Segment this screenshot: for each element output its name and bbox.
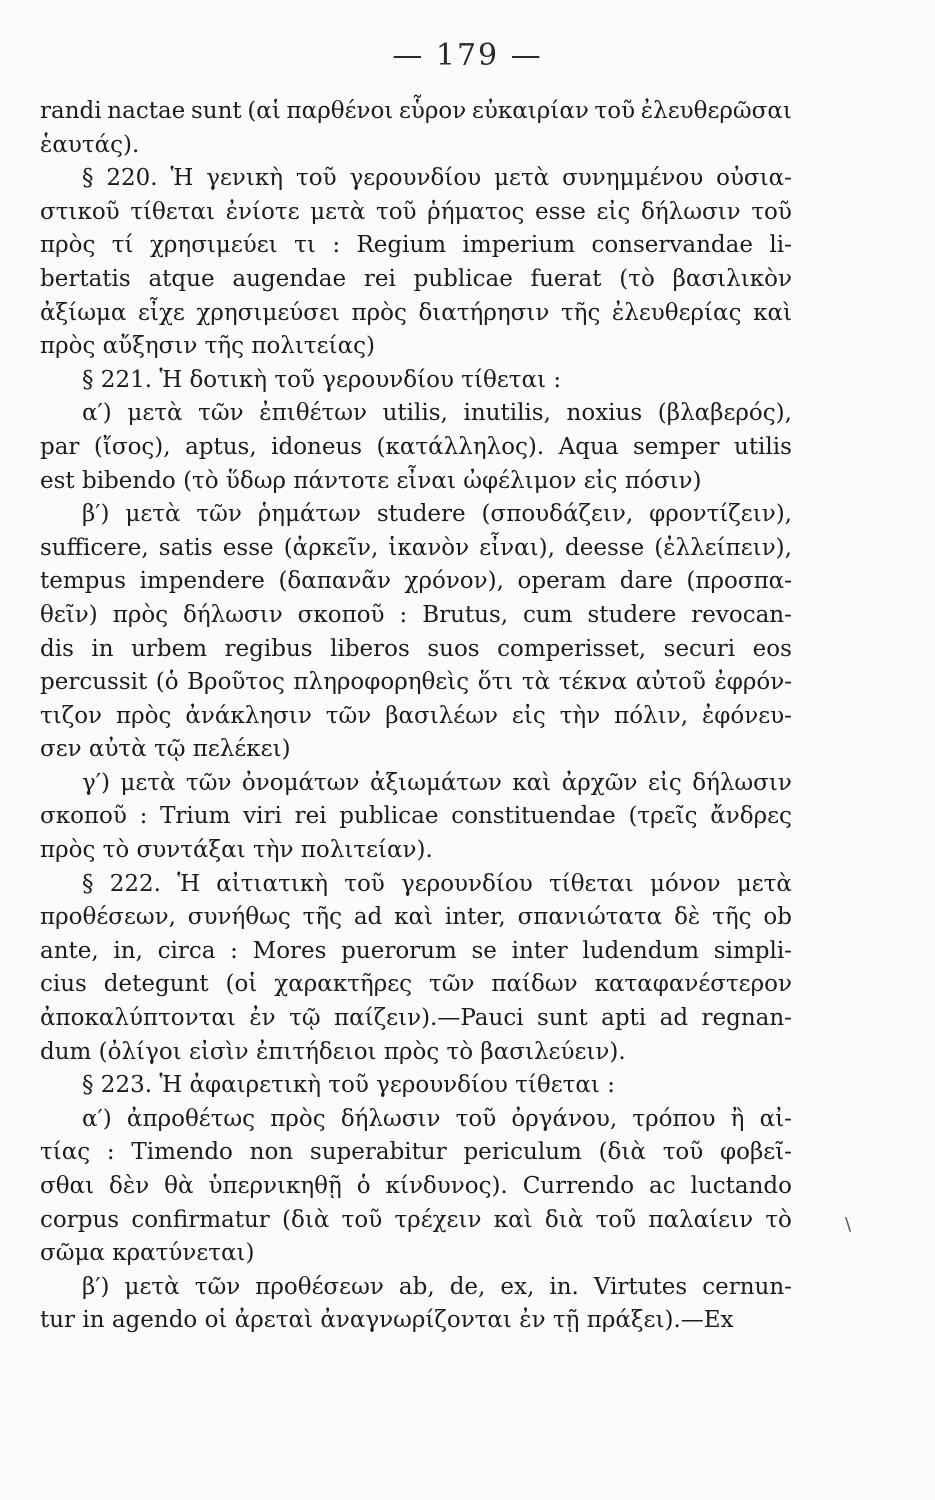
text-line: ἀποκαλύπτονται ἐν τῷ παίζειν).—Pauci sunt apti ad regnan- [40,1005,792,1032]
text-line: β′) μετὰ τῶν ῥημάτων studere (σπουδάζειν, φροντίζειν), [82,501,792,528]
text-line: θεῖν) πρὸς δήλωσιν σκοποῦ : Brutus, cum studere revocan- [40,601,792,628]
text-line: σθαι δὲν θὰ ὑπερνικηθῇ ὁ κίνδυνος). Currendo ac luctando [40,1173,792,1199]
text-line: corpus confirmatur (διὰ τοῦ τρέχειν καὶ διὰ τοῦ παλαίειν τὸ [40,1206,792,1233]
text-line: β′) μετὰ τῶν προθέσεων ab, de, ex, in. Virtutes cernun- [82,1273,792,1300]
text-line: bertatis atque augendae rei publicae fuerat (τὸ βασιλικὸν [40,265,792,292]
text-line: dum (ὀλίγοι εἰσὶν ἐπιτήδειοι πρὸς τὸ βασιλεύειν). [40,1038,626,1065]
text-line: § 221. Ἡ δοτικὴ τοῦ γερουνδίου τίθεται : [82,366,562,393]
text-line: § 220. Ἡ γενικὴ τοῦ γερουνδίου μετὰ συνημμένου οὐσια- [82,165,792,192]
text-line: tempus impendere (δαπανᾶν χρόνον), operam dare (προσπα- [40,568,792,595]
text-line: σεν αὐτὰ τῷ πελέκει) [40,736,291,763]
text-line: par (ἴσος), aptus, idoneus (κατάλληλος). Aqua semper utilis [40,433,792,460]
text-line: α′) μετὰ τῶν ἐπιθέτων utilis, inutilis, noxius (βλαβερός), [82,400,792,427]
text-line: ante, in, circa : Mores puerorum se inter ludendum simpli- [40,937,792,964]
text-line: tur in agendo οἱ ἀρεταὶ ἀναγνωρίζονται ἐν τῇ πράξει).—Ex [40,1307,734,1334]
text-line: προθέσεων, συνήθως τῆς ad καὶ inter, σπανιώτατα δὲ τῆς ob [40,904,792,931]
text-line: § 222. Ἡ αἰτιατικὴ τοῦ γερουνδίου τίθεται μόνον μετὰ [82,870,792,897]
text-line: ἀξίωμα εἶχε χρησιμεύσει πρὸς διατήρησιν τῆς ἐλευθερίας καὶ [40,299,792,326]
text-line: § 223. Ἡ ἀφαιρετικὴ τοῦ γερουνδίου τίθεται : [82,1072,615,1099]
text-line: α′) ἀπροθέτως πρὸς δήλωσιν τοῦ ὀργάνου, τρόπου ἢ αἰ- [82,1105,792,1132]
text-line: randi nactae sunt (αἱ παρθένοι εὗρον εὐκαιρίαν τοῦ ἐλευθερῶσαι [40,98,792,124]
text-line: σκοποῦ : Trium viri rei publicae constituendae (τρεῖς ἄνδρες [40,803,792,830]
text-line: πρὸς τὸ συντάξαι τὴν πολιτείαν). [40,837,433,864]
text-line: cius detegunt (οἱ χαρακτῆρες τῶν παίδων καταφανέστερον [40,971,792,998]
page-number: — 179 — [392,38,543,73]
text-line: στικοῦ τίθεται ἐνίοτε μετὰ τοῦ ῥήματος esse εἰς δήλωσιν τοῦ [40,198,792,225]
text-line: τιζον πρὸς ἀνάκλησιν τῶν βασιλέων εἰς τὴν πόλιν, ἐφόνευ- [40,702,792,729]
text-line: πρὸς αὔξησιν τῆς πολιτείας) [40,333,375,360]
text-line: πρὸς τί χρησιμεύει τι : Regium imperium conservandae li- [40,232,792,259]
text-line: dis in urbem regibus liberos suos comperisset, securi eos [40,635,792,662]
margin-mark: \ [845,1214,852,1235]
text-line: ἑαυτάς). [40,131,140,158]
text-line: percussit (ὁ Βροῦτος πληροφορηθεὶς ὅτι τὰ τέκνα αὐτοῦ ἐφρόν- [40,669,792,696]
body-text [40,95,792,1338]
text-line: γ′) μετὰ τῶν ὀνομάτων ἀξιωμάτων καὶ ἀρχῶν εἰς δήλωσιν [82,769,792,796]
text-line: σῶμα κρατύνεται) [40,1240,255,1267]
text-line: τίας : Timendo non superabitur periculum (διὰ τοῦ φοβεῖ- [40,1139,792,1166]
text-line: sufficere, satis esse (ἀρκεῖν, ἱκανὸν εἶναι), deesse (ἐλλείπειν), [40,534,792,561]
text-line: est bibendo (τὸ ὕδωρ πάντοτε εἶναι ὠφέλιμον εἰς πόσιν) [40,467,702,494]
